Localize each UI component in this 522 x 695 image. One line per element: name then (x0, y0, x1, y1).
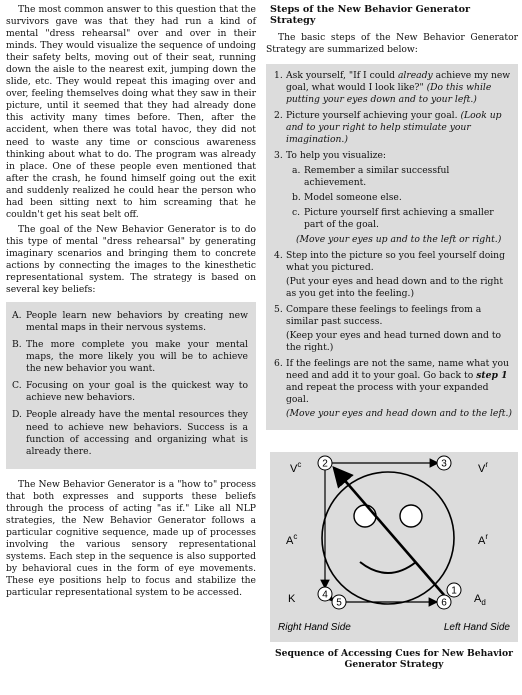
svg-text:6: 6 (441, 597, 447, 609)
right-hand-label: Right Hand Side (278, 622, 351, 633)
svg-text:4: 4 (322, 589, 328, 601)
belief-item: D. People already have the mental resources they need to achieve new behaviors. Success is a function of accessing and organizing what is already there. (12, 409, 248, 457)
left-hand-label: Left Hand Side (443, 622, 510, 633)
svg-text:2: 2 (322, 458, 328, 470)
label-ar: $A^r$ (478, 532, 489, 547)
steps-box (266, 64, 518, 430)
node-4 (318, 587, 332, 601)
step-4: 4. Step into the picture so you feel yourself doing what you pictured. (Put your eyes and head down and to the right as you get into the feeling.) (274, 250, 505, 300)
left-column (6, 0, 256, 599)
belief-item: C. Focusing on your goal is the quickest way to achieve new behaviors. (12, 380, 248, 404)
node-2 (318, 456, 332, 470)
node-5 (332, 595, 346, 609)
step-6: 6. If the feelings are not the same, name what you need and add it to your goal. Go back to step 1 and repeat the process with your expanded goal. (Move your eyes and head down and to the left.) (274, 358, 512, 420)
sub-item: b. Model someone else. (292, 192, 402, 204)
step-2: 2. Picture yourself achieving your goal. (Look up and to your right to help stimulate your imagination.) (274, 110, 502, 146)
sub-item: c. Picture yourself first achieving a smaller part of the goal. (292, 207, 494, 231)
how-to-paragraph: The New Behavior Generator is a "how to" process that both expresses and supports these beliefs through the process of acting "as if." Like all NLP strategies, the New Behavior Generator follows a particular cognitive sequence, made up of processes involving the various sensory representational systems. Each step in the sequence is also supported by behavioral cues in the form of eye movements. These eye positions help to focus and stabilize the particular representational system to be accessed. (6, 478, 256, 599)
svg-text:3: 3 (441, 458, 447, 470)
node-3 (437, 456, 451, 470)
steps-intro: The basic steps of the New Behavior Generator Strategy are summarized below: (266, 32, 518, 56)
face-diagram-svg (270, 452, 518, 642)
goal-paragraph: The goal of the New Behavior Generator is to do this type of mental "dress rehearsal" by generating imaginary scenarios and bringing them to concrete actions by connecting the images to the kinesthetic representational system. The strategy is based on several key beliefs: (6, 223, 256, 296)
sub-item: a. Remember a similar successful achievement. (292, 165, 450, 189)
label-ad: $A_d$ (474, 593, 486, 607)
svg-text:1: 1 (451, 585, 457, 597)
label-ac: $A^c$ (286, 532, 298, 547)
node-6 (437, 595, 451, 609)
right-eye (400, 505, 422, 527)
label-vr: $V^r$ (478, 460, 489, 475)
diagram-caption: Sequence of Accessing Cues for New Behavior Generator Strategy (274, 648, 514, 670)
right-column (266, 0, 518, 430)
belief-item: B. The more complete you make your mental maps, the more likely you will be to achieve the new behavior you want. (12, 339, 248, 375)
node-1 (447, 583, 461, 597)
intro-paragraph: The most common answer to this question that the survivors gave was that they had run a kind of mental "dress rehearsal" over and over in their minds. They would visualize the sequence of undoing their safety belts, moving out of their seat, running down the aisle to the nearest exit, jumping down the slide, etc. They would repeat this imaging over and over, feeling themselves doing what they saw in their picture, until it seemed that they had already done this activity many times before. Then, after the accident, when there was total havoc, they did not need to waste any time or conscious awareness thinking about what to do. The program was already in place. One of these people even mentioned that after the crash, he found himself going out the exit and suddenly realized he could hear the person who had been sitting next to him screaming that he couldn't get his seat belt off. (6, 4, 256, 220)
label-vc: $V^c$ (290, 460, 302, 475)
section-heading: Steps of the New Behavior Generator Strategy (270, 4, 471, 26)
label-k: K (288, 593, 296, 605)
left-eye (354, 505, 376, 527)
step-3: 3. To help you visualize: a. Remember a similar successful achievement. b. Model someone else. c. Picture yourself first achieving a smaller part of the goal. (Move your eyes up and to the left or right.) (274, 150, 512, 246)
step-1: 1. Ask yourself, "If I could already achieve my new goal, what would I look like?" (Do this while putting your eyes down and to your left.) (274, 70, 511, 106)
eye-movement-diagram (270, 452, 518, 642)
step-5: 5. Compare these feelings to feelings from a similar past success. (Keep your eyes and head turned down and to the right.) (274, 304, 502, 354)
svg-text:5: 5 (336, 597, 342, 609)
key-beliefs-box (6, 302, 256, 469)
belief-item: A. People learn new behaviors by creating new mental maps in their nervous systems. (12, 310, 248, 334)
